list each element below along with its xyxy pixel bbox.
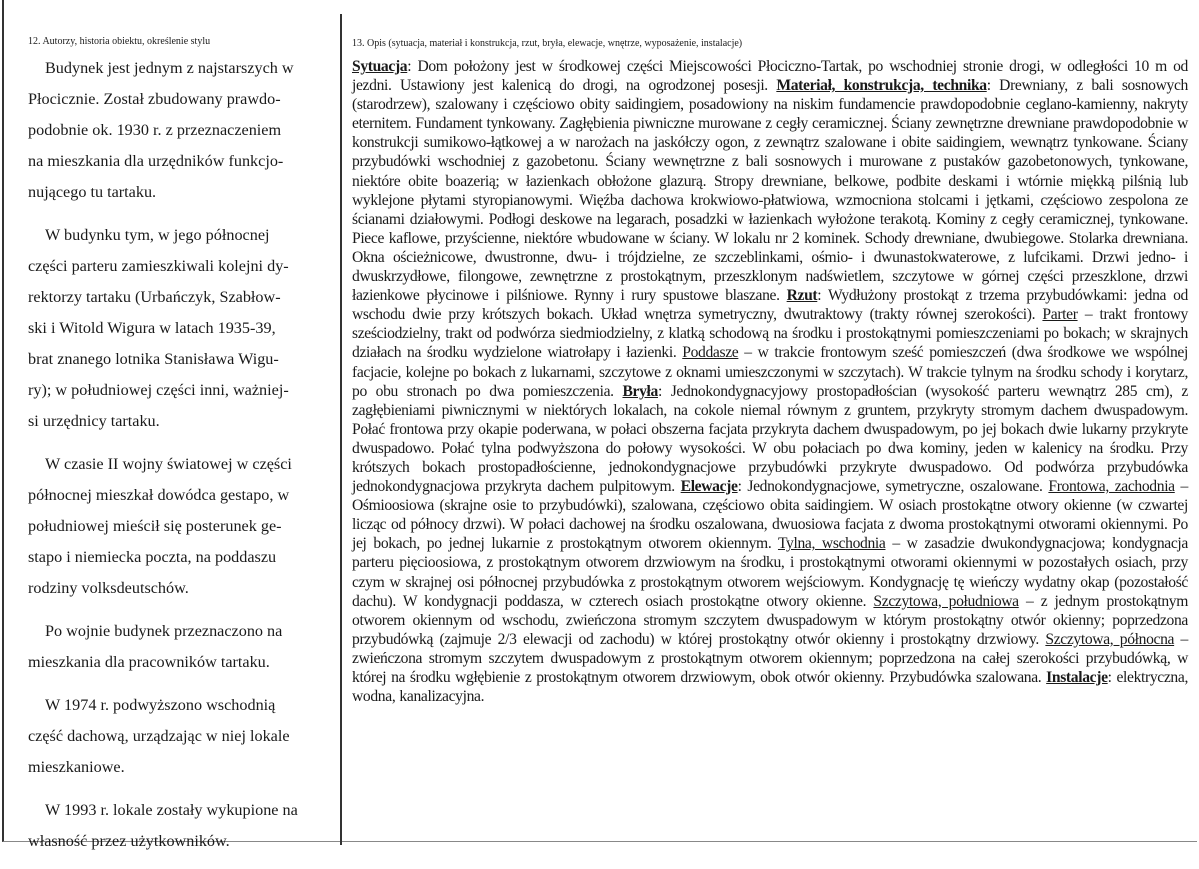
text-run: – Ośmioosiowa (skrajne osie to przybudówki), szalowana, częściowo obita saidingiem. W osiach prostokątne otwory okienne (w czwartej licząc od północy drzwi). W połaci dachowej na środku oszalowana, dwuosiowa facjata z dwoma prostokątnymi otworami okiennymi. Po jej bokach, po jednej lukarnie z prostokątnym otworem okiennym. (352, 478, 1189, 553)
text-line: mieszkaniowe. (28, 758, 125, 776)
history-paragraph (28, 690, 328, 783)
subsection-label: Frontowa, zachodnia (1048, 478, 1175, 496)
text-run: : Dom położony jest w środkowej części Miejscowości Płociczno-Tartak, po wschodniej stronie drogi, w odległości 10 m od jezdni. Ustawiony jest kalenicą do drogi, na ogrodzonej posesji. (352, 58, 1188, 95)
description-heading: 13. Opis (sytuacja, materiał i konstrukcja, rzut, bryła, elewacje, wnętrze, wyposażenie, instalacje) (352, 38, 743, 49)
text-run: – w trakcie frontowym sześć pomieszczeń (dwa środkowe we wspólnej facjacie, kolejne po bokach z lukarnami, szczytowe z oknami umieszczonymi w szczytach). W trakcie tylnym na środku schody i korytarz, po obu stronach po dwa pomieszczenia. (352, 344, 1188, 400)
section-heading: Materiał, konstrukcja, technika (776, 77, 987, 95)
description-column (352, 38, 1188, 706)
text-line: części parteru zamieszkiwali kolejni dy- (28, 257, 289, 275)
history-column (28, 36, 328, 869)
text-line: rodziny volksdeutschów. (28, 579, 189, 597)
text-line: si urzędnicy tartaku. (28, 412, 160, 430)
text-line: północnej mieszkał dowódca gestapo, w (28, 486, 290, 504)
subsection-label: Szczytowa, południowa (873, 592, 1019, 610)
history-paragraph (28, 616, 328, 678)
text-line: W czasie II wojny światowej w części (45, 455, 292, 473)
subsection-label: Szczytowa, północna (1045, 630, 1175, 648)
text-line: na mieszkania dla urzędników funkcjo- (28, 152, 284, 170)
subsection-label: Poddasze (682, 344, 739, 362)
text-run: : Drewniany, z bali sosnowych (starodrzew), szalowany i częściowo obity saidingiem, posadowiony na niskim fundamencie prawdopodobnie ceglano-kamienny, nakryty eternitem. Fundament tynkowany. Zagłębienia piwniczne murowane z cegły ceramicznej. Ściany zewnętrzne drewniane prawdopodobnie w konstrukcji sumikowo-łątkowej a w narożach na jaskółczy ogon, z zewnątrz szalowane i obite saidingiem, wewnątrz tynkowane. Ściany przybudówki wschodniej z gazobetonu. Ściany wewnętrzne z bali sosnowych i murowane z pustaków gazobetonowych, tynkowane, niektóre obite boazerią; w łazienkach obłożone glazurą. Stropy drewniane, belkowe, podbite deskami i wtórnie miękką pilśnią lub wyklejone płytami styropianowymi. Więźba dachowa krokwiowo-płatwiowa, wzmocniona stolcami i jętkami, częściowo zespolona ze ścianami działowymi. Podłogi deskowe na legarach, posadzki w łazienkach wyłożone terakotą. Kominy z cegły ceramicznej, tynkowane. Piece kaflowe, przyścienne, niektóre wbudowane w ściany. W lokalu nr 2 kominek. Schody drewniane, dwubiegowe. Stolarka drewniana. Okna ościeżnicowe, dwustronne, dwu- i trójdzielne, ze szczeblinkami, ośmio- i dwunastokwaterowe, z lufcikami. Drzwi jedno- i dwuskrzydłowe, filongowe, zewnętrzne z prostokątnym, przeszklonym nadświetlem, szczytowe w górnej części przeszklone, drzwi łazienkowe płycinowe i pilśniowe. Rynny i rury spustowe blaszane. (352, 77, 1188, 305)
text-line: W budynku tym, w jego północnej (45, 226, 270, 244)
text-line: brat znanego lotnika Stanisława Wigu- (28, 350, 279, 368)
text-run: – z jednym prostokątnym otworem okiennym od wschodu, zwieńczona stromym szczytem dwuspadowym w którym prostokątny otwór okienny; poprzedzona przybudówką (zajmuje 2/3 elewacji od zachodu) w której prostokątny otwór okienny i prostokątny drzwiowy. (352, 592, 1189, 648)
text-run: : Jednokondygnacjowe, symetryczne, oszalowane. (737, 478, 1049, 496)
text-run: : Wydłużony prostokąt z trzema przybudówkami: jedna od wschodu dwie przy krótszych bokach. Układ wnętrza symetryczny, dwutraktowy (trakty równej szerokości). (352, 287, 1188, 324)
history-paragraph (28, 220, 328, 437)
section-heading: Elewacje (680, 478, 738, 496)
section-heading: Instalacje (1046, 669, 1108, 686)
text-run: – w zasadzie dwukondygnacjowa; kondygnacja parteru pięcioosiowa, z prostokątnym otworem drzwiowym na środku, i prostokątnymi otworami okiennymi w pozostałych osiach, przy czym w skrajnej osi północnej przybudówka z prostokątnym otworem wejściowym. Kondygnację tę wieńczy wydatny okap (pozostałość dachu). W kondygnacji poddasza, w czterech osiach prostokątne otwory okienne. (352, 535, 1188, 610)
text-run: – trakt frontowy sześciodzielny, trakt od podwórza siedmiodzielny, z klatką schodową na środku i prostokątnymi pomieszczeniami po bokach; w skrajnych działach na środku wydzielone wiatrołapy i łazienki. (352, 306, 1188, 362)
text-line: Po wojnie budynek przeznaczono na (45, 622, 283, 640)
section-heading: Rzut (786, 287, 818, 305)
history-paragraph (28, 449, 328, 604)
text-line: mieszkania dla pracowników tartaku. (28, 653, 270, 671)
history-paragraph (28, 53, 328, 208)
section-heading: Bryła (622, 382, 658, 400)
subsection-label: Parter (1042, 306, 1078, 324)
text-run: – zwieńczona stromym szczytem dwuspadowym z prostokątnym otworem okiennym; poprzedzona na całej szerokości przybudówką, w której na środku wgłębienie z prostokątnym otworem drzwiowym, obok otwór okienny. Przybudówka szalowana. (352, 630, 1189, 686)
section-heading: Sytuacja (352, 58, 408, 75)
subsection-label: Tylna, wschodnia (777, 535, 886, 553)
text-line: Płocicznie. Został zbudowany prawdo- (28, 90, 281, 108)
text-line: rektorzy tartaku (Urbańczyk, Szabłow- (28, 288, 281, 306)
text-line: Budynek jest jednym z najstarszych w (45, 59, 294, 77)
text-line: ski i Witold Wigura w latach 1935-39, (28, 319, 276, 337)
column-divider (340, 14, 342, 845)
text-line: ry); w południowej części inni, ważniej- (28, 381, 289, 399)
history-paragraph (28, 795, 328, 857)
text-run: : Jednokondygnacyjowy prostopadłościan (wysokość parteru wewnątrz 285 cm), z zagłębieniami piwnicznymi w niektórych lokalach, na cokole niemal równym z gruntem, przykryty stromym dachem dwuspadowym. Połać frontowa przy okapie poderwana, w połaci obszerna facjata przykryta dachem dwuspadowym, po jej bokach dwie lukarny przykryte dwuspadowo. Połać tylna podwyższona do połowy wysokości. W obu połaciach po dwa kominy, jeden w kalenicy na środku. Przy krótszych bokach prostopadłościenne, jednokondygnacjowe przybudówki przykryte dwuspadowo. Od podwórza przybudówka jednokondygnacjowa przykryta dachem pulpitowym. (352, 382, 1189, 496)
description-body (352, 57, 1188, 706)
text-line: stapo i niemiecka poczta, na poddaszu (28, 548, 277, 566)
text-line: południowej mieścił się posterunek ge- (28, 517, 282, 535)
text-line: własność przez użytkowników. (28, 832, 230, 850)
text-line: W 1993 r. lokale zostały wykupione na (45, 801, 298, 819)
history-body (28, 53, 328, 857)
text-line: nującego tu tartaku. (28, 183, 157, 201)
history-heading: 12. Autorzy, historia obiektu, określenie stylu (28, 36, 211, 47)
text-line: W 1974 r. podwyższono wschodnią (45, 696, 276, 714)
text-line: podobnie ok. 1930 r. z przeznaczeniem (28, 121, 282, 139)
text-line: część dachową, urządzając w niej lokale (28, 727, 290, 745)
text-run: : elektryczna, wodna, kanalizacyjna. (352, 669, 1188, 706)
